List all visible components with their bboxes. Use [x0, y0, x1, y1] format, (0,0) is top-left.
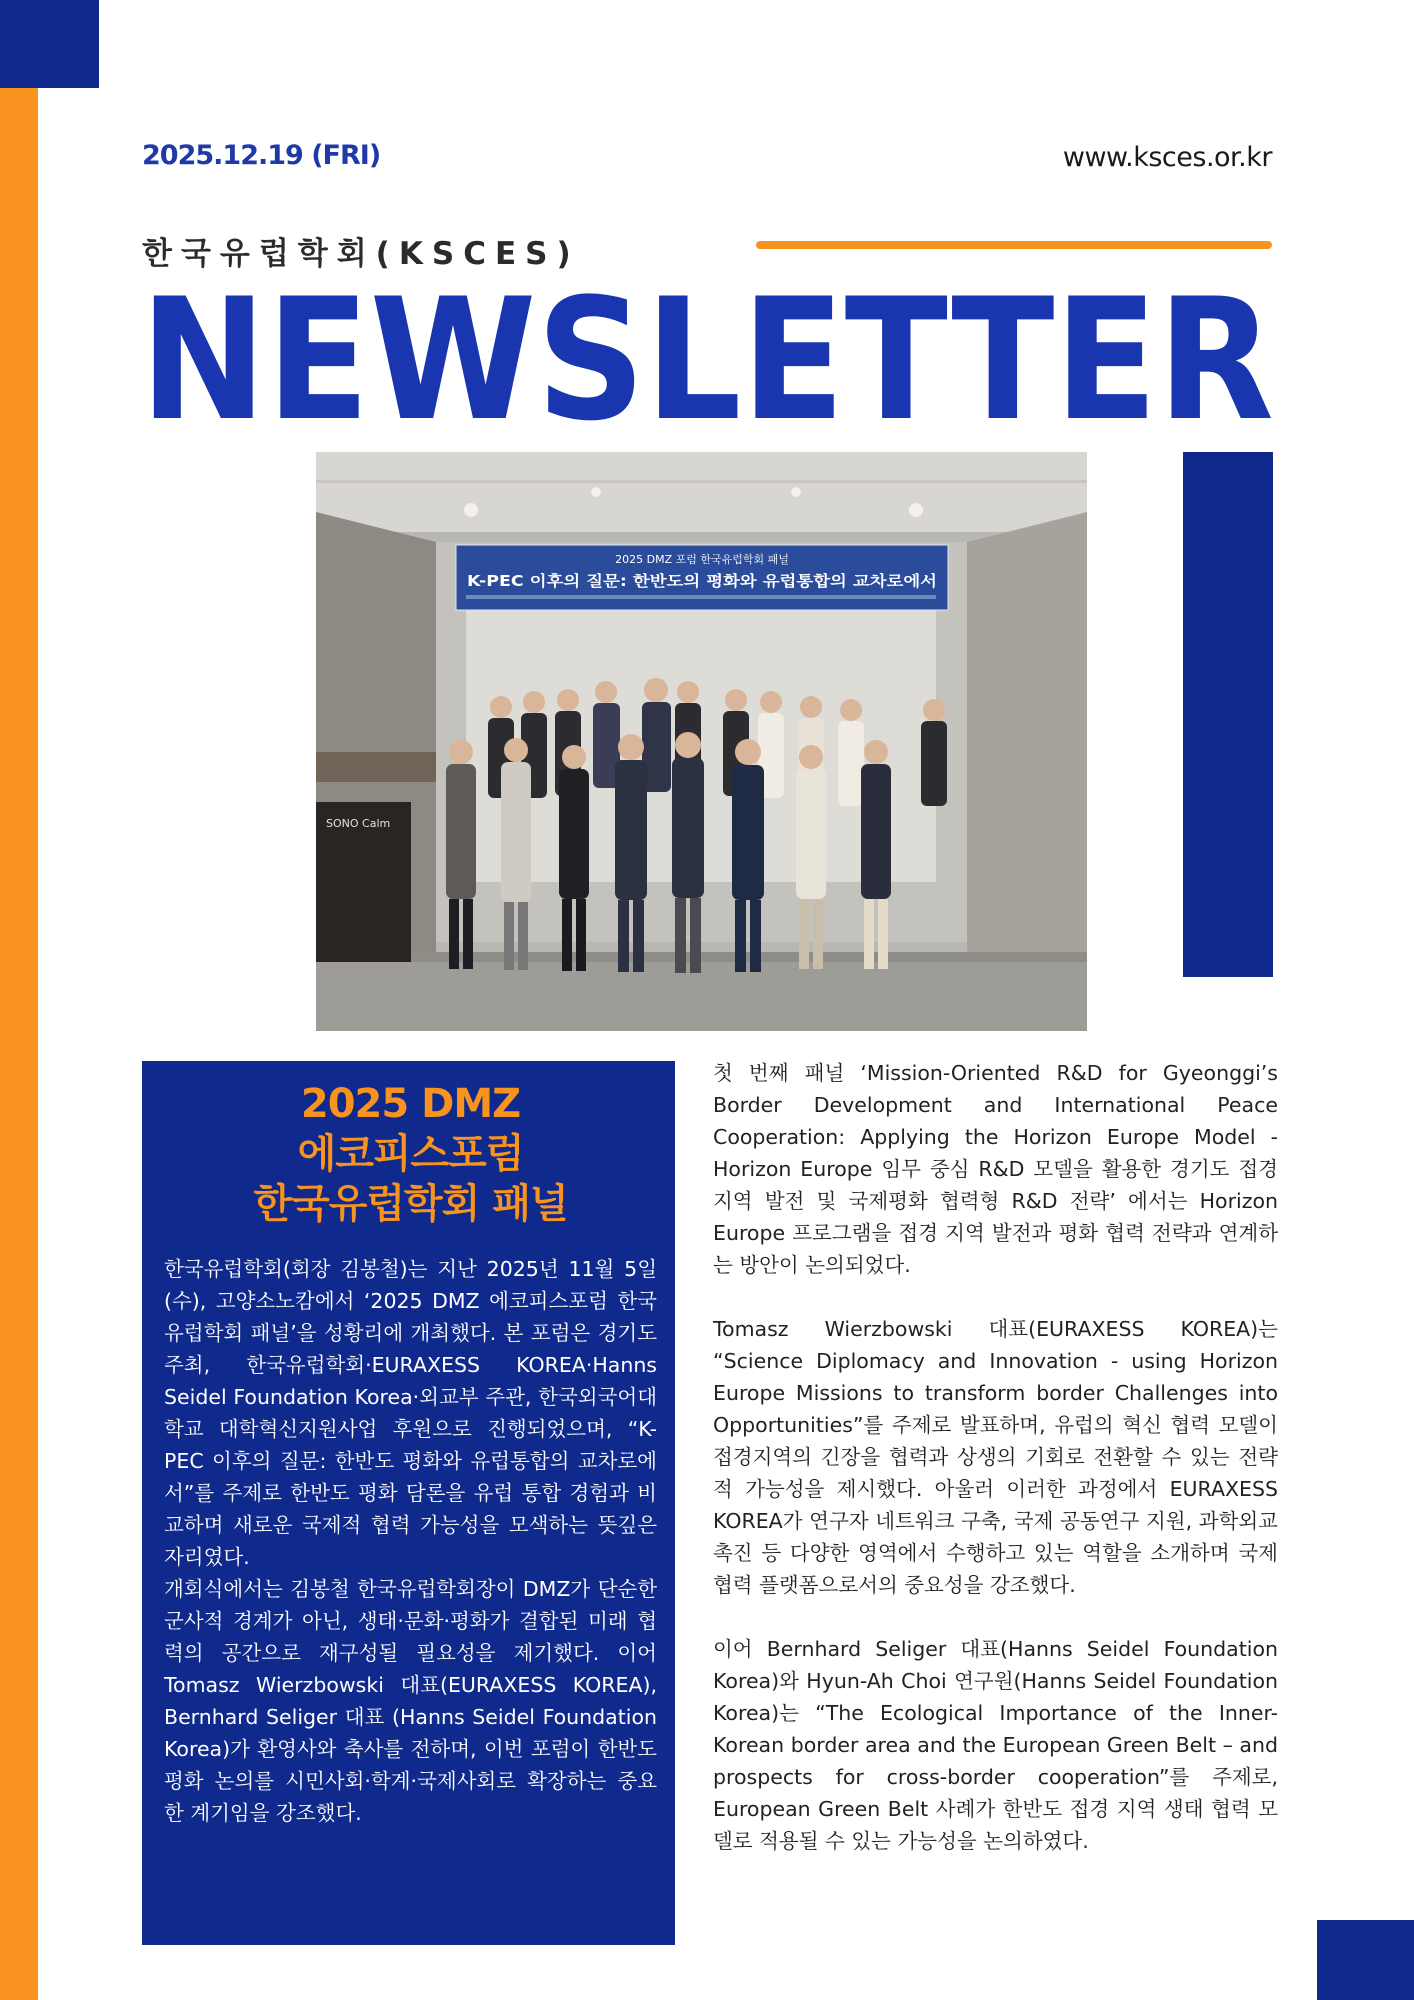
feature-panel — [142, 1061, 675, 1945]
panel-title-line2: 에코피스포럼 — [297, 1131, 524, 1177]
website-link[interactable]: www.ksces.or.kr — [1062, 142, 1272, 173]
panel-title — [164, 1079, 657, 1229]
masthead-text: NEWSLETTER — [140, 276, 1274, 436]
banner-line1: 2025 DMZ 포럼 한국유럽학회 패널 — [615, 553, 789, 566]
orange-divider — [756, 241, 1272, 249]
article-paragraph: Tomasz Wierzbowski 대표(EURAXESS KOREA)는 “Science Diplomacy and Innovation - using Horizon Europe Missions to transform border Challenges into Opportunities”를 주제로 발표하며, 유럽의 혁신 협력 모델이 접경지역의 긴장을 협력과 상생의 기회로 전환할 수 있는 전략적 가능성을 제시했다. 아울러 이러한 과정에서 EURAXESS KOREA가 연구자 네트워크 구축, 국제 공동연구 지원, 과학외교 촉진 등 다양한 영역에서 수행하고 있는 역할을 소개하며 국제 협력 플랫폼으로서의 중요성을 강조했다. — [713, 1317, 1278, 1597]
right-blue-bar — [1183, 452, 1273, 977]
panel-paragraph: 한국유럽학회(회장 김봉철)는 지난 2025년 11월 5일(수), 고양소노캄에서 ‘2025 DMZ 에코피스포럼 한국유럽학회 패널’을 성황리에 개최했다. 본 포럼은 경기도 주최, 한국유럽학회·EURAXESS KOREA·Hanns Seidel Foundation Korea·외교부 주관, 한국외국어대학교 대학혁신지원사업 후원으로 진행되었으며, “K-PEC 이후의 질문: 한반도 평화와 유럽통합의 교차로에서”를 주제로 한반도 평화 담론을 유럽 통합 경험과 비교하며 새로운 국제적 협력 가능성을 모색하는 뜻깊은 자리였다. — [164, 1257, 657, 1569]
article-column — [713, 1057, 1278, 1889]
banner-line2: K-PEC 이후의 질문: 한반도의 평화와 유럽통합의 교차로에서 — [467, 572, 937, 590]
panel-title-line1: 2025 DMZ — [300, 1081, 521, 1127]
newsletter-masthead — [138, 276, 1278, 436]
left-orange-bar — [0, 88, 38, 2000]
panel-title-line3: 한국유럽학회 패널 — [253, 1181, 568, 1227]
bottom-right-decor-block — [1317, 1920, 1414, 2000]
issue-date: 2025.12.19 (FRI) — [142, 140, 381, 171]
article-paragraph: 첫 번째 패널 ‘Mission-Oriented R&D for Gyeonggi’s Border Development and International Peace Cooperation: Applying the Horizon Europe Model - Horizon Europe 임무 중심 R&D 모델을 활용한 경기도 접경지역 발전 및 국제평화 협력형 R&D 전략’ 에서는 Horizon Europe 프로그램을 접경 지역 발전과 평화 협력 전략과 연계하는 방안이 논의되었다. — [713, 1061, 1278, 1277]
group-photo — [316, 452, 1087, 1031]
article-paragraph: 이어 Bernhard Seliger 대표(Hanns Seidel Foundation Korea)와 Hyun-Ah Choi 연구원(Hanns Seidel Foundation Korea)는 “The Ecological Importance of the Inner-Korean border area and the European Green Belt – and prospects for cross-border cooperation”를 주제로, European Green Belt 사례가 한반도 접경 지역 생태 협력 모델로 적용될 수 있는 가능성을 논의하였다. — [713, 1637, 1278, 1853]
organization-name: 한국유럽학회(KSCES) — [142, 236, 580, 272]
podium-sign: SONO Calm — [326, 817, 391, 830]
top-left-decor-block — [0, 0, 99, 88]
panel-paragraph: 개회식에서는 김봉철 한국유럽학회장이 DMZ가 단순한 군사적 경계가 아닌, 생태·문화·평화가 결합된 미래 협력의 공간으로 재구성될 필요성을 제기했다. 이어 Tomasz Wierzbowski 대표(EURAXESS KOREA), Bernhard Seliger 대표 (Hanns Seidel Foundation Korea)가 환영사와 축사를 전하며, 이번 포럼이 한반도 평화 논의를 시민사회·학계·국제사회로 확장하는 중요한 계기임을 강조했다. — [164, 1577, 657, 1825]
